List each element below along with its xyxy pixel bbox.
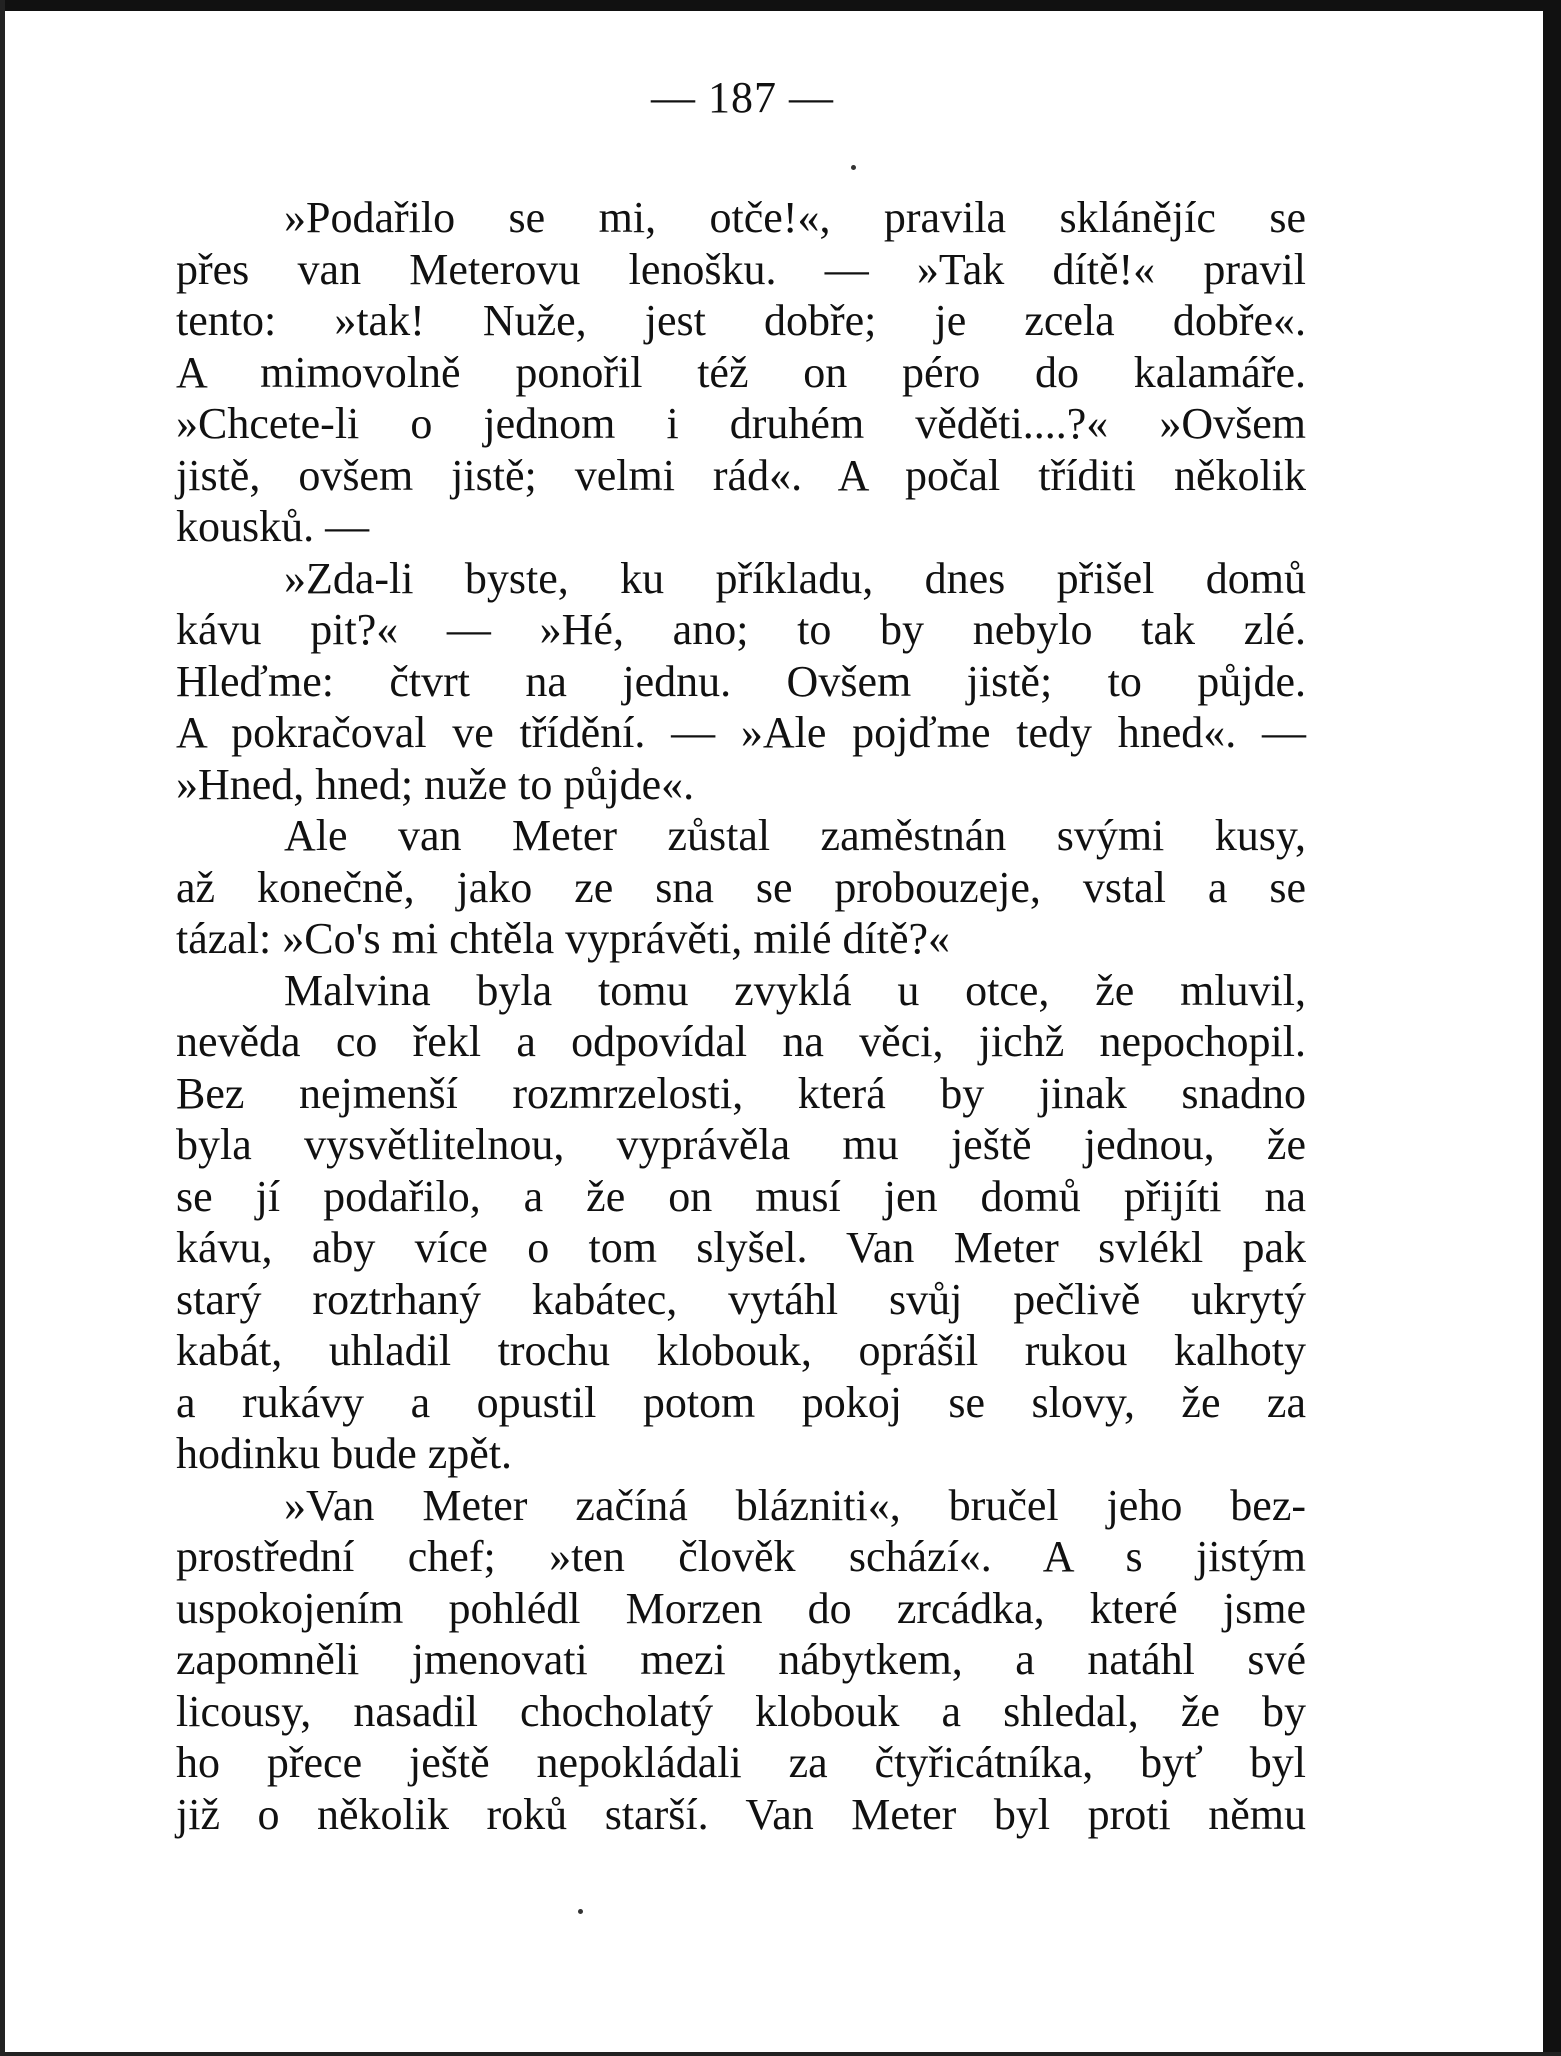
text-line: nevěda co řekl a odpovídal na věci, jichž nepochopil.	[176, 1017, 1306, 1066]
text-line: byla vysvětlitelnou, vyprávěla mu ještě jednou, že	[176, 1120, 1306, 1169]
text-line: kabát, uhladil trochu klobouk, oprášil rukou kalhoty	[176, 1326, 1306, 1375]
text-line: »Chcete-li o jednom i druhém věděti....?« »Ovšem	[176, 399, 1306, 448]
text-line: »Hned, hned; nuže to půjde«.	[176, 759, 695, 809]
text-line: prostřední chef; »ten člověk schází«. A s jistým	[176, 1532, 1306, 1581]
text-line: Bez nejmenší rozmrzelosti, která by jinak snadno	[176, 1068, 1306, 1118]
text-line: jistě, ovšem jistě; velmi rád«. A počal tříditi několik	[176, 450, 1306, 500]
body-text	[176, 192, 1306, 1840]
text-line: ho přece ještě nepokládali za čtyřicátníka, byť byl	[176, 1738, 1306, 1787]
text-line: Malvina byla tomu zvyklá u otce, že mluvil,	[284, 965, 1306, 1015]
text-line: Hleďme: čtvrt na jednu. Ovšem jistě; to půjde.	[176, 656, 1306, 706]
text-line: »Van Meter začíná blázniti«, bručel jeho bez-	[284, 1480, 1306, 1530]
scan-border-bottom	[0, 2052, 1561, 2056]
scan-speck	[851, 165, 856, 170]
text-line: Ale van Meter zůstal zaměstnán svými kusy,	[284, 811, 1306, 860]
page-number: — 187 —	[651, 73, 834, 122]
text-line: již o několik roků starší. Van Meter byl proti němu	[176, 1789, 1306, 1839]
text-line: licousy, nasadil chocholatý klobouk a shledal, že by	[176, 1686, 1306, 1736]
text-line: přes van Meterovu lenošku. — »Tak dítě!« pravil	[176, 244, 1306, 294]
text-line: »Zda-li byste, ku příkladu, dnes přišel domů	[284, 553, 1306, 603]
text-line: se jí podařilo, a že on musí jen domů přijíti na	[176, 1171, 1306, 1221]
text-line: uspokojením pohlédl Morzen do zrcádka, které jsme	[176, 1583, 1306, 1633]
text-line: kousků. —	[176, 502, 370, 551]
text-line: kávu pit?« — »Hé, ano; to by nebylo tak zlé.	[176, 605, 1306, 654]
text-line: tento: »tak! Nuže, jest dobře; je zcela dobře«.	[176, 296, 1306, 345]
scan-speck	[578, 1909, 583, 1914]
scan-border-top	[0, 0, 1561, 11]
text-line: A pokračoval ve třídění. — »Ale pojďme tedy hned«. —	[176, 708, 1306, 757]
text-line: zapomněli jmenovati mezi nábytkem, a natáhl své	[176, 1635, 1306, 1684]
text-line: kávu, aby více o tom slyšel. Van Meter svlékl pak	[176, 1223, 1306, 1272]
text-line: »Podařilo se mi, otče!«, pravila sklánějíc se	[284, 193, 1306, 242]
text-line: tázal: »Co's mi chtěla vyprávěti, milé dítě?«	[176, 914, 951, 963]
text-line: starý roztrhaný kabátec, vytáhl svůj pečlivě ukrytý	[176, 1274, 1306, 1324]
text-line: A mimovolně ponořil též on péro do kalamáře.	[176, 347, 1306, 397]
text-line: hodinku bude zpět.	[176, 1429, 513, 1478]
text-line: a rukávy a opustil potom pokoj se slovy, že za	[176, 1377, 1306, 1427]
scan-border-right	[1543, 0, 1561, 2056]
scan-border-left	[0, 0, 5, 2056]
text-line: až konečně, jako ze sna se probouzeje, vstal a se	[176, 862, 1306, 912]
